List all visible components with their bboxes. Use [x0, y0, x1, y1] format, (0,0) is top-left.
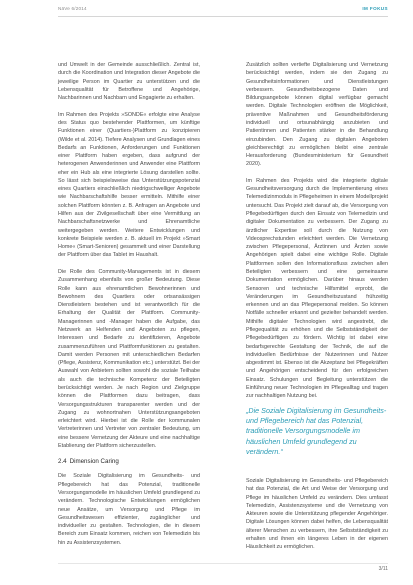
paragraph: Im Rahmen des Projekts wird die integrierte digitale Gesundheitsversorgung durch die Implementierung eines Telemedizinmoduls in Pflegeheimen in einem Modellprojekt untersucht. Das Projekt zielt darauf ab, die Versorgung von Pflegebedürftigen durch den Einsatz von Telemedizin und digitaler Dokumentation zu verbessern. Der Zugang zu ärztlicher Expertise soll durch die Nutzung von Videosprechstunden erleichtert werden. Die Vernetzung zwischen Pflegepersonal, Ärztinnen und Ärzten sowie Angehörigen spielt dabei eine wichtige Rolle. Digitale Plattformen sollen den Informationsfluss zwischen allen Beteiligten verbessern und eine gemeinsame Dokumentation ermöglichen. Darüber hinaus werden Sensoren und technische Hilfsmittel erprobt, die Veränderungen im Gesundheitszustand frühzeitig erkennen und an das Pflegepersonal melden. So können Notfälle schneller erkannt und gezielter behandelt werden. Mithilfe digitaler Technologien wird angestrebt, die Pflegequalität zu erhöhen und die Selbstständigkeit der Pflegebedürftigen zu fördern. Wichtig ist dabei eine bedarfsgerechte Gestaltung der Technik, die auf die individuellen Bedürfnisse der Nutzerinnen und Nutzer abgestimmt ist. Ebenso ist die Akzeptanz bei Pflegekräften und Angehörigen entscheidend für den erfolgreichen Einsatz. Schulungen und Begleitung unterstützen die Einführung neuer Technologien im Pflegealltag und tragen zur nachhaltigen Nutzung bei. [246, 177, 388, 400]
footer-divider [58, 563, 388, 564]
left-column [58, 61, 200, 555]
header-divider [58, 16, 388, 17]
right-column-continued [246, 477, 388, 552]
paragraph: Die Rolle des Community-Managements ist in diesem Zusammenhang ebenfalls von großer Bedeutung. Diese Rolle kann aus ehrenamtlichen Bewohnerinnen und Bewohnern des Quartiers oder ortsansässigen Dienstleistern bestehen und ist verantwortlich für die Erhaltung der Qualität der Plattform. Community-Managerinnen und -Manager haben die Aufgabe, das Netzwerk an Helfenden und Angeboten zu pflegen, Interessen und Bedarfe zu identifizieren, Angebote zusammenzuführen und Plattformfunktionen zu gestalten. Damit werden Personen mit unterschiedlichen Bedarfen (Pflege, Assistenz, Kommunikation etc.) unterstützt. Bei der Auswahl von Anbietern sollten sowohl die soziale Teilhabe als auch die technische Kompetenz der Beteiligten berücksichtigt werden. Je nach Region und Zielgruppe können die Plattformen dazu beitragen, dass Versorgungsstrukturen transparenter werden und der Zugang zu wohnortnahen Unterstützungsangeboten erleichtert wird. Hierbei ist die Rolle der kommunalen Vertreterinnen und Vertreter von zentraler Bedeutung, um eine bessere Vernetzung der Akteure und eine nachhaltige Etablierung der Plattform sicherzustellen. [58, 269, 200, 449]
journal-issue: NäVe 6/2014 [58, 6, 87, 11]
page-number: 3/11 [378, 566, 388, 572]
section-heading [58, 458, 200, 466]
right-column [246, 61, 388, 409]
paragraph: Soziale Digitalisierung im Gesundheits- und Pflegebereich hat das Potenzial, die Art und Weise der Versorgung und Pflege im häuslichen Umfeld zu verändern. Dies umfasst Telemedizin, Assistenzsysteme und die Vernetzung von Akteuren sowie die Unterstützung pflegender Angehöriger. Digitale Lösungen können dabei helfen, die Lebensqualität älterer Menschen zu verbessern, ihre Selbstständigkeit zu erhalten und ihnen ein längeres Leben in der eigenen Häuslichkeit zu ermöglichen. [246, 478, 388, 551]
paragraph: Die Soziale Digitalisierung im Gesundheits- und Pflegebereich hat das Potenzial, traditionelle Versorgungsmodelle im häuslichen Umfeld grundlegend zu verändern. Technologische Entwicklungen ermöglichen neue Ansätze, um Versorgung und Pflege im Gesundheitswesen effizienter, zugänglicher und individueller zu gestalten. Technologien, die in diesem Bereich zum Einsatz kommen, reichen von Telemedizin bis hin zu Assistenzsystemen. [58, 473, 200, 546]
section-number: 2.4 [58, 458, 67, 466]
paragraph: Zusätzlich sollten vertiefte Digitalisierung und Vernetzung berücksichtigt werden, indem sie den Zugang zu Gesundheitsinformationen und Dienstleistungen verbessern. Gesundheitsbezogene Daten und Bildungsangebote können digital verfügbar gemacht werden. Digitale Technologien eröffnen die Möglichkeit, präventive Maßnahmen und Gesundheitsförderung individuell und ortsunabhängig anzubieten und Patientinnen und Patienten stärker in die Behandlung einzubinden. Den Zugang zu digitalen Angeboten gleichberechtigt zu ermöglichen bleibt eine zentrale Herausforderung (Bundesministerium für Gesundheit 2020). [246, 62, 388, 168]
section-title: Dimension Caring [69, 458, 119, 466]
pull-quote: „Die Soziale Digitalisierung im Gesundheits- und Pflegebereich hat das Potenzial, traditionelle Versorgungsmodelle im häuslichen Umfeld grundlegend zu verändern.“ [246, 406, 387, 456]
section-label: IM FOKUS [362, 6, 388, 11]
paragraph: Im Rahmen des Projekts »SONDE« erfolgte eine Analyse des Status quo bestehender Plattformen, um künftige Funktionen einer (Quartiers-)Plattform zu konzipieren (Wilde et al. 2014). Tiefere Analysen und Grundlagen eines Bedarfs an Funktionen, Anforderungen und Funktionen einer Plattform haben ergeben, dass aufgrund der heterogenen Anwenderinnen und Anwender eine Plattform eher ein Hub als eine integrierte Lösung darstellen sollte. So lässt sich beispielsweise das Unterstützungspotenzial eines Quartiers einschließlich niedrigschwelliger Angebote wie Nachbarschaftshilfe besser ermitteln. Mithilfe einer solchen Plattform könnten z. B. Anfragen an Angebote und Hilfen aus der Zivilgesellschaft über eine Vermittlung an Nachbarschaftsnetzwerke und Ehrenamtliche weitergegeben werden. Weitere Entwicklungen und konkrete Beispiele werden z. B. aktuell im Projekt »Smart Home« (Smart-Senioren) gesammelt und einer Darstellung der Plattform über das Tablet im Haushalt. [58, 111, 200, 259]
paragraph: und Umwelt in der Gemeinde ausschließlich. Zentral ist, durch die Koordination und Integration dieser Angebote die jeweilige Person im Quartier zu unterstützen und die Lebensqualität für Betroffene und Angehörige, Nachbarinnen und Nachbarn und Engagierte zu erhalten. [58, 62, 200, 102]
